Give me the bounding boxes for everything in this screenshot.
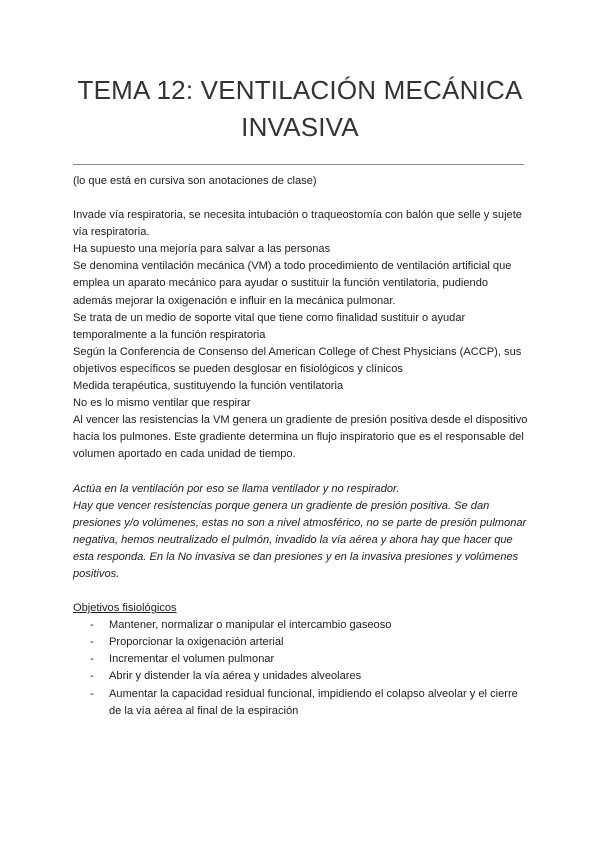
list-bullet: - xyxy=(90,670,94,683)
paragraph: Al vencer las resistencias la VM genera un gradiente de presión positiva desde el dispositivo hacia los pulmones. Este gradiente determina un flujo inspiratorio que es el responsable del volumen aportado en cada unidad de tiempo. xyxy=(73,414,528,461)
list-item xyxy=(73,686,528,720)
list-item xyxy=(73,634,528,651)
paragraph: Según la Conferencia de Consenso del American College of Chest Physicians (ACCP), sus objetivos específicos se pueden desglosar en fisiológicos y clínicos xyxy=(73,345,522,375)
title-line-2: INVASIVA xyxy=(241,112,359,142)
page-title xyxy=(0,72,600,146)
list-item-text: Mantener, normalizar o manipular el intercambio gaseoso xyxy=(109,619,392,632)
paragraph: No es lo mismo ventilar que respirar xyxy=(73,397,251,410)
class-notes-remark: (lo que está en cursiva son anotaciones de clase) xyxy=(73,175,317,187)
italic-class-note: Hay que vencer resistencias porque genera un gradiente de presión positiva. Se dan presiones y/o volúmenes, estas no son a nivel atmosférico, no se parte de presión pulmonar negativa, hemos neutralizado el pulmón, invadido la vía aérea y ahora hay que hacer que esta responda. En la No invasiva se dan presiones y en la invasiva presiones y volúmenes positivos. xyxy=(73,499,527,580)
paragraph: Medida terapéutica, sustituyendo la función ventilatoria xyxy=(73,380,344,393)
title-divider xyxy=(73,164,524,165)
document-body xyxy=(73,173,528,720)
list-item xyxy=(73,668,528,685)
paragraph: Se trata de un medio de soporte vital que tiene como finalidad sustituir o ayudar temporalmente a la función respiratoria xyxy=(73,311,466,341)
section-heading: Objetivos fisiológicos xyxy=(73,602,177,615)
list-bullet: - xyxy=(90,619,94,632)
paragraph: Invade vía respiratoria, se necesita intubación o traqueostomía con balón que selle y sujete vía respiratoria. xyxy=(73,209,522,239)
italic-class-note: Actúa en la ventilación por eso se llama ventilador y no respirador. xyxy=(73,482,400,495)
list-bullet: - xyxy=(90,636,94,649)
list-bullet: - xyxy=(90,687,94,700)
title-line-1: TEMA 12: VENTILACIÓN MECÁNICA xyxy=(77,75,523,105)
list-item-text: Abrir y distender la vía aérea y unidades alveolares xyxy=(109,670,362,683)
list-item xyxy=(73,651,528,668)
list-item-text: Incrementar el volumen pulmonar xyxy=(109,653,275,666)
list-item xyxy=(73,617,528,634)
list-item-text: Aumentar la capacidad residual funcional, impidiendo el colapso alveolar y el cierre de la vía aérea al final de la espiración xyxy=(109,687,518,717)
list-bullet: - xyxy=(90,653,94,666)
paragraph: Se denomina ventilación mecánica (VM) a todo procedimiento de ventilación artificial que emplea un aparato mecánico para ayudar o sustituir la función ventilatoria, pudiendo además mejorar la oxigenación e influir en la mecánica pulmonar. xyxy=(73,260,512,307)
paragraph: Ha supuesto una mejoría para salvar a las personas xyxy=(73,243,331,256)
list-item-text: Proporcionar la oxigenación arterial xyxy=(109,636,284,649)
objectives-list xyxy=(73,617,528,720)
